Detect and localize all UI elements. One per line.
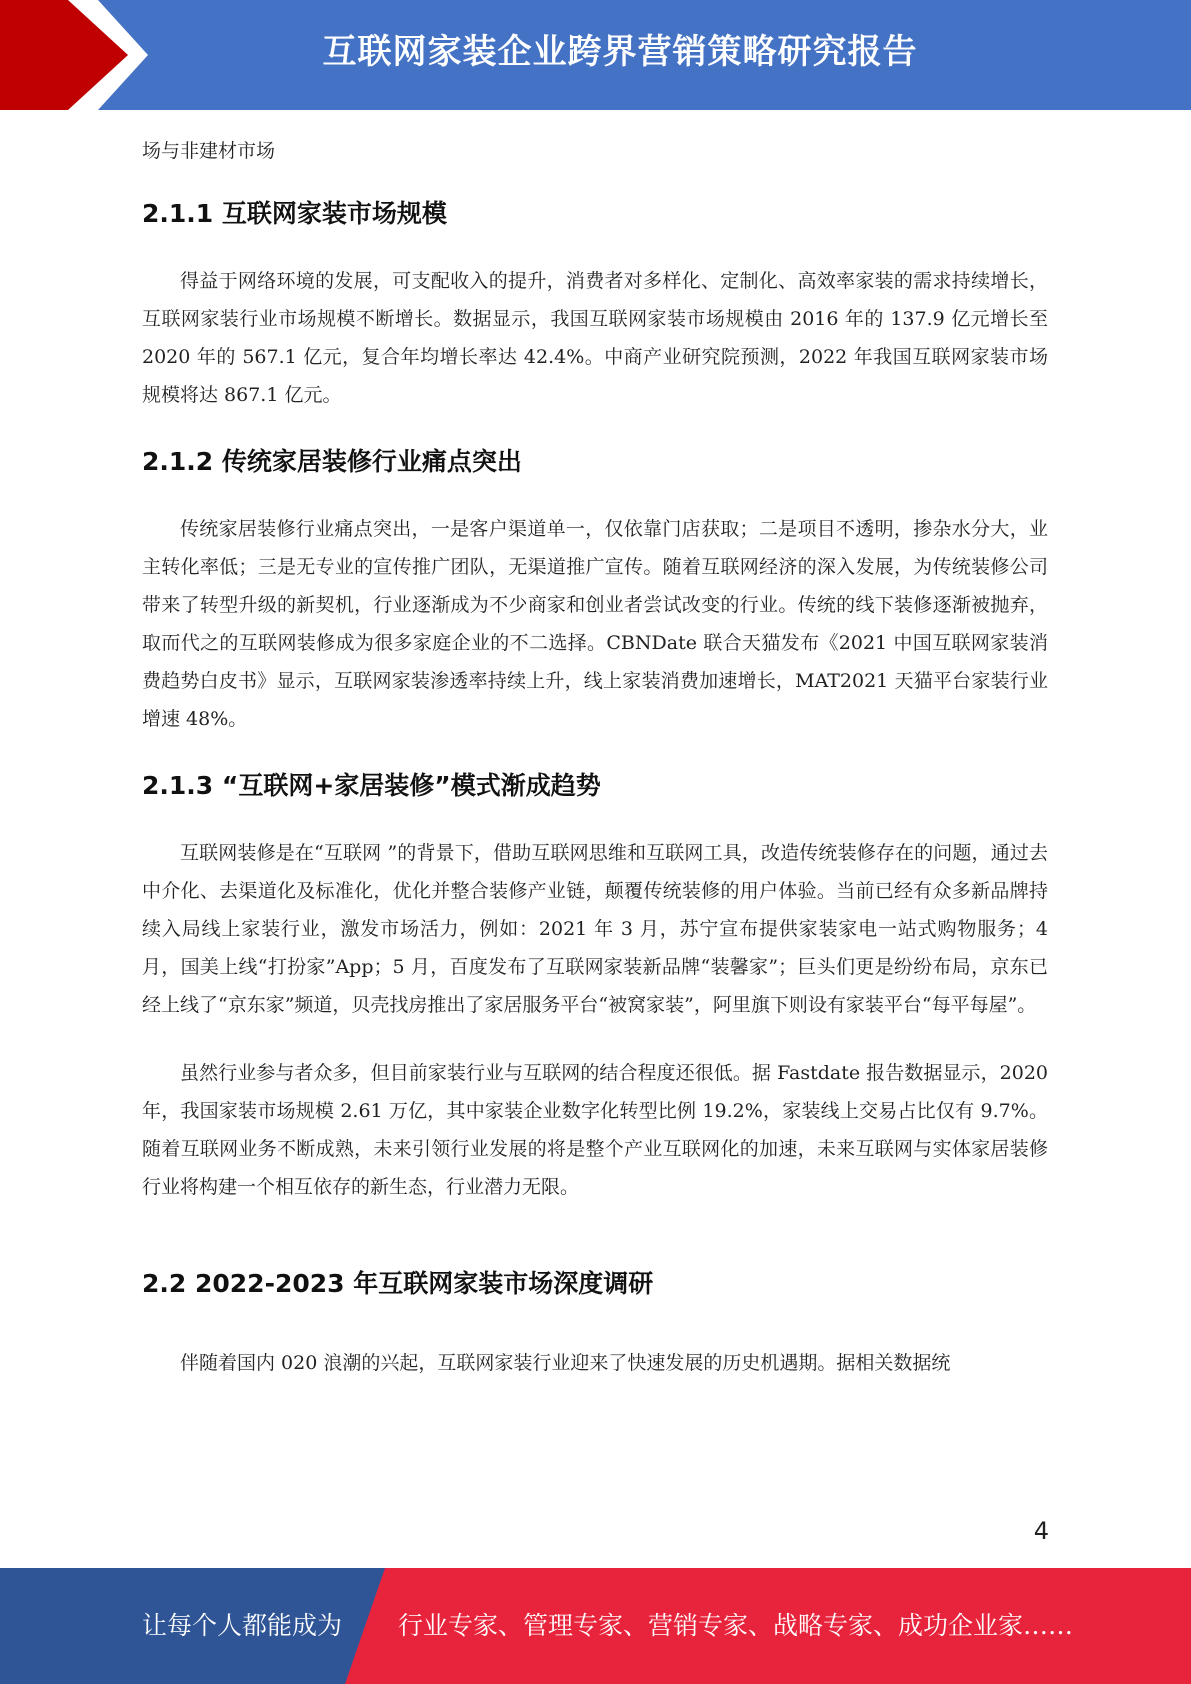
paragraph: 虽然行业参与者众多，但目前家装行业与互联网的结合程度还很低。据 Fastdate 报告数据显示，2020 年，我国家装市场规模 2.61 万亿，其中家装企业数字化转型比例 19.2%，家装线上交易占比仅有 9.7%。随着互联网业务不断成熟，未来引领行业发展的将是整个产业互联网化的加速，未来互联网与实体家居装修行业将构建一个相互依存的新生态，行业潜力无限。	[142, 1062, 1048, 1198]
report-title: 互联网家装企业跨界营销策略研究报告	[322, 32, 918, 72]
paragraph: 传统家居装修行业痛点突出，一是客户渠道单一，仅依靠门店获取；二是项目不透明，掺杂水分大，业主转化率低；三是无专业的宣传推广团队，无渠道推广宣传。随着互联网经济的深入发展，为传统装修公司带来了转型升级的新契机，行业逐渐成为不少商家和创业者尝试改变的行业。传统的线下装修逐渐被抛弃，取而代之的互联网装修成为很多家庭企业的不二选择。CBNDate 联合天猫发布《2021 中国互联网家装消费趋势白皮书》显示，互联网家装渗透率持续上升，线上家装消费加速增长，MAT2021 天猫平台家装行业增速 48%。	[142, 518, 1048, 730]
paragraph: 互联网装修是在“互联网 ”的背景下，借助互联网思维和互联网工具，改造传统装修存在的问题，通过去中介化、去渠道化及标准化，优化并整合装修产业链，颠覆传统装修的用户体验。当前已经有众多新品牌持续入局线上家装行业，激发市场活力，例如：2021 年 3 月，苏宁宣布提供家装家电一站式购物服务；4 月，国美上线“打扮家”App；5 月，百度发布了互联网家装新品牌“装馨家”；巨头们更是纷纷布局，京东已经上线了“京东家”频道，贝壳找房推出了家居服务平台“被窝家装”，阿里旗下则设有家装平台“每平每屋”。	[142, 842, 1048, 1016]
page-number: 4	[1033, 1517, 1049, 1545]
section-heading-2-1-1: 2.1.1 互联网家装市场规模	[142, 199, 447, 228]
document-body	[142, 134, 1048, 1412]
paragraph: 伴随着国内 020 浪潮的兴起，互联网家装行业迎来了快速发展的历史机遇期。据相关数据统	[180, 1352, 951, 1374]
lead-fragment: 场与非建材市场	[142, 140, 276, 162]
footer-banner	[0, 1568, 1191, 1684]
section-heading-2-1-2: 2.1.2 传统家居装修行业痛点突出	[142, 447, 522, 476]
section-heading-2-2: 2.2 2022-2023 年互联网家装市场深度调研	[142, 1269, 654, 1298]
section-heading-2-1-3: 2.1.3 “互联网+家居装修”模式渐成趋势	[142, 771, 601, 800]
footer-slogan-left: 让每个人都能成为	[142, 1611, 343, 1640]
footer-slogan-right: 行业专家、管理专家、营销专家、战略专家、成功企业家……	[398, 1611, 1074, 1640]
paragraph: 得益于网络环境的发展，可支配收入的提升，消费者对多样化、定制化、高效率家装的需求持续增长，互联网家装行业市场规模不断增长。数据显示，我国互联网家装市场规模由 2016 年的 137.9 亿元增长至 2020 年的 567.1 亿元，复合年均增长率达 42.4%。中商产业研究院预测，2022 年我国互联网家装市场规模将达 867.1 亿元。	[142, 270, 1048, 406]
header-banner	[0, 0, 1191, 110]
